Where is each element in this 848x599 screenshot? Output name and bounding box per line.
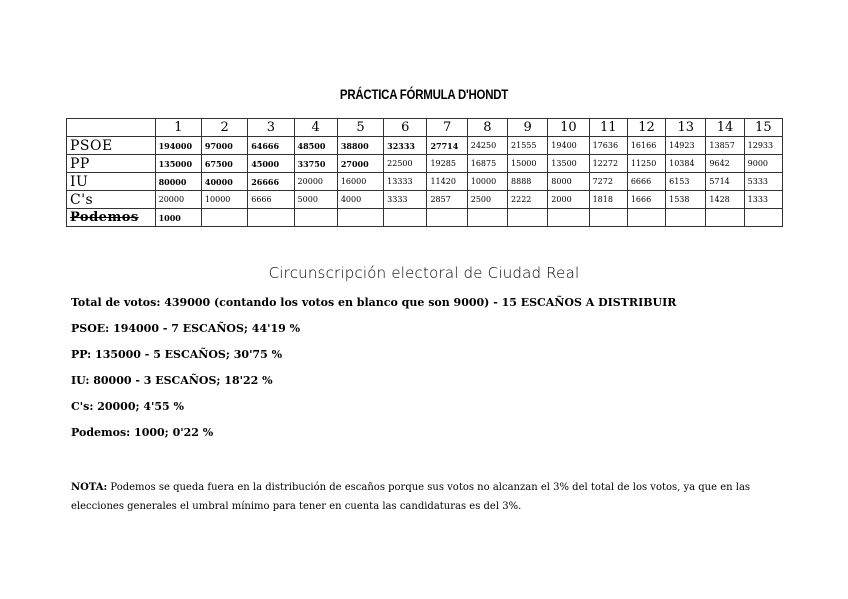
quotient-cell: 19285 <box>427 155 467 173</box>
quotient-cell: 20000 <box>155 191 201 209</box>
party-row <box>67 209 783 227</box>
quotient-cell <box>666 209 706 227</box>
quotient-cell <box>384 209 427 227</box>
divisor-header: 7 <box>427 119 467 137</box>
cs-result: C's: 20000; 4'55 % <box>71 400 184 413</box>
quotient-cell: 8000 <box>548 173 589 191</box>
quotient-cell: 9000 <box>744 155 782 173</box>
divisor-header: 15 <box>744 119 782 137</box>
quotient-cell: 27000 <box>337 155 383 173</box>
quotient-cell: 11420 <box>427 173 467 191</box>
quotient-cell: 16000 <box>337 173 383 191</box>
divisor-header: 11 <box>589 119 627 137</box>
party-row <box>67 155 783 173</box>
podemos-result: Podemos: 1000; 0'22 % <box>71 426 214 439</box>
quotient-cell <box>706 209 744 227</box>
divisor-header: 10 <box>548 119 589 137</box>
quotient-cell: 1000 <box>155 209 201 227</box>
quotient-cell: 1818 <box>589 191 627 209</box>
header-corner-cell <box>67 119 156 137</box>
quotient-cell: 194000 <box>155 137 201 155</box>
quotient-cell: 15000 <box>508 155 548 173</box>
quotient-cell: 2500 <box>467 191 507 209</box>
quotient-cell: 1428 <box>706 191 744 209</box>
quotient-cell: 5000 <box>294 191 337 209</box>
quotient-cell: 13857 <box>706 137 744 155</box>
divisor-header: 9 <box>508 119 548 137</box>
quotient-cell: 12933 <box>744 137 782 155</box>
quotient-cell: 12272 <box>589 155 627 173</box>
quotient-cell: 38800 <box>337 137 383 155</box>
party-row <box>67 137 783 155</box>
party-name-cell: C's <box>67 191 156 209</box>
quotient-cell: 16875 <box>467 155 507 173</box>
quotient-cell: 21555 <box>508 137 548 155</box>
quotient-cell: 3333 <box>384 191 427 209</box>
quotient-cell: 22500 <box>384 155 427 173</box>
quotient-cell <box>201 209 247 227</box>
quotient-cell: 7272 <box>589 173 627 191</box>
quotient-cell: 1538 <box>666 191 706 209</box>
quotient-cell: 4000 <box>337 191 383 209</box>
quotient-cell: 80000 <box>155 173 201 191</box>
dhondt-table <box>66 118 783 227</box>
party-name-cell: PSOE <box>67 137 156 155</box>
quotient-cell: 26666 <box>248 173 294 191</box>
quotient-cell: 6153 <box>666 173 706 191</box>
quotient-cell <box>548 209 589 227</box>
divisor-header: 6 <box>384 119 427 137</box>
quotient-cell: 6666 <box>248 191 294 209</box>
quotient-cell: 24250 <box>467 137 507 155</box>
constituency-title: Circunscripción electoral de Ciudad Real <box>268 264 580 282</box>
quotient-cell: 32333 <box>384 137 427 155</box>
divisor-header-row <box>67 119 783 137</box>
quotient-cell: 135000 <box>155 155 201 173</box>
quotient-cell: 10384 <box>666 155 706 173</box>
quotient-cell: 67500 <box>201 155 247 173</box>
total-votes-line: Total de votos: 439000 (contando los votos en blanco que son 9000) - 15 ESCAÑOS A DISTRIBUIR <box>71 296 677 309</box>
quotient-cell: 17636 <box>589 137 627 155</box>
quotient-cell: 8888 <box>508 173 548 191</box>
quotient-cell: 19400 <box>548 137 589 155</box>
quotient-cell: 97000 <box>201 137 247 155</box>
note-text: Podemos se queda fuera en la distribución de escaños porque sus votos no alcanzan el 3% del total de los votos, ya que en las elecciones generales el umbral mínimo para tener en cuenta las candidaturas es del 3%. <box>71 482 751 512</box>
quotient-cell <box>294 209 337 227</box>
quotient-cell: 40000 <box>201 173 247 191</box>
quotient-cell: 10000 <box>201 191 247 209</box>
quotient-cell <box>337 209 383 227</box>
quotient-cell: 6666 <box>627 173 665 191</box>
quotient-cell <box>627 209 665 227</box>
quotient-cell: 9642 <box>706 155 744 173</box>
divisor-header: 1 <box>155 119 201 137</box>
quotient-cell: 5333 <box>744 173 782 191</box>
quotient-cell: 13500 <box>548 155 589 173</box>
party-name-cell: Podemos <box>67 209 156 227</box>
page-title: PRÁCTICA FÓRMULA D'HONDT <box>339 86 509 102</box>
quotient-cell <box>508 209 548 227</box>
divisor-header: 3 <box>248 119 294 137</box>
quotient-cell: 14923 <box>666 137 706 155</box>
quotient-cell: 64666 <box>248 137 294 155</box>
quotient-cell: 2000 <box>548 191 589 209</box>
divisor-header: 13 <box>666 119 706 137</box>
quotient-cell <box>467 209 507 227</box>
divisor-header: 4 <box>294 119 337 137</box>
quotient-cell: 1666 <box>627 191 665 209</box>
party-name-cell: IU <box>67 173 156 191</box>
divisor-header: 8 <box>467 119 507 137</box>
quotient-cell: 13333 <box>384 173 427 191</box>
quotient-cell: 2222 <box>508 191 548 209</box>
divisor-header: 14 <box>706 119 744 137</box>
divisor-header: 2 <box>201 119 247 137</box>
party-name-cell: PP <box>67 155 156 173</box>
note-paragraph <box>71 478 781 516</box>
quotient-cell: 33750 <box>294 155 337 173</box>
quotient-cell: 1333 <box>744 191 782 209</box>
divisor-header: 5 <box>337 119 383 137</box>
psoe-result: PSOE: 194000 - 7 ESCAÑOS; 44'19 % <box>71 322 301 335</box>
quotient-cell <box>427 209 467 227</box>
quotient-cell: 27714 <box>427 137 467 155</box>
quotient-cell: 2857 <box>427 191 467 209</box>
party-row <box>67 173 783 191</box>
note-label: NOTA: <box>71 482 108 493</box>
quotient-cell: 20000 <box>294 173 337 191</box>
quotient-cell <box>744 209 782 227</box>
quotient-cell: 48500 <box>294 137 337 155</box>
quotient-cell: 10000 <box>467 173 507 191</box>
quotient-cell: 16166 <box>627 137 665 155</box>
quotient-cell: 11250 <box>627 155 665 173</box>
pp-result: PP: 135000 - 5 ESCAÑOS; 30'75 % <box>71 348 283 361</box>
quotient-cell: 5714 <box>706 173 744 191</box>
iu-result: IU: 80000 - 3 ESCAÑOS; 18'22 % <box>71 374 273 387</box>
party-row <box>67 191 783 209</box>
divisor-header: 12 <box>627 119 665 137</box>
quotient-cell <box>589 209 627 227</box>
quotient-cell <box>248 209 294 227</box>
quotient-cell: 45000 <box>248 155 294 173</box>
